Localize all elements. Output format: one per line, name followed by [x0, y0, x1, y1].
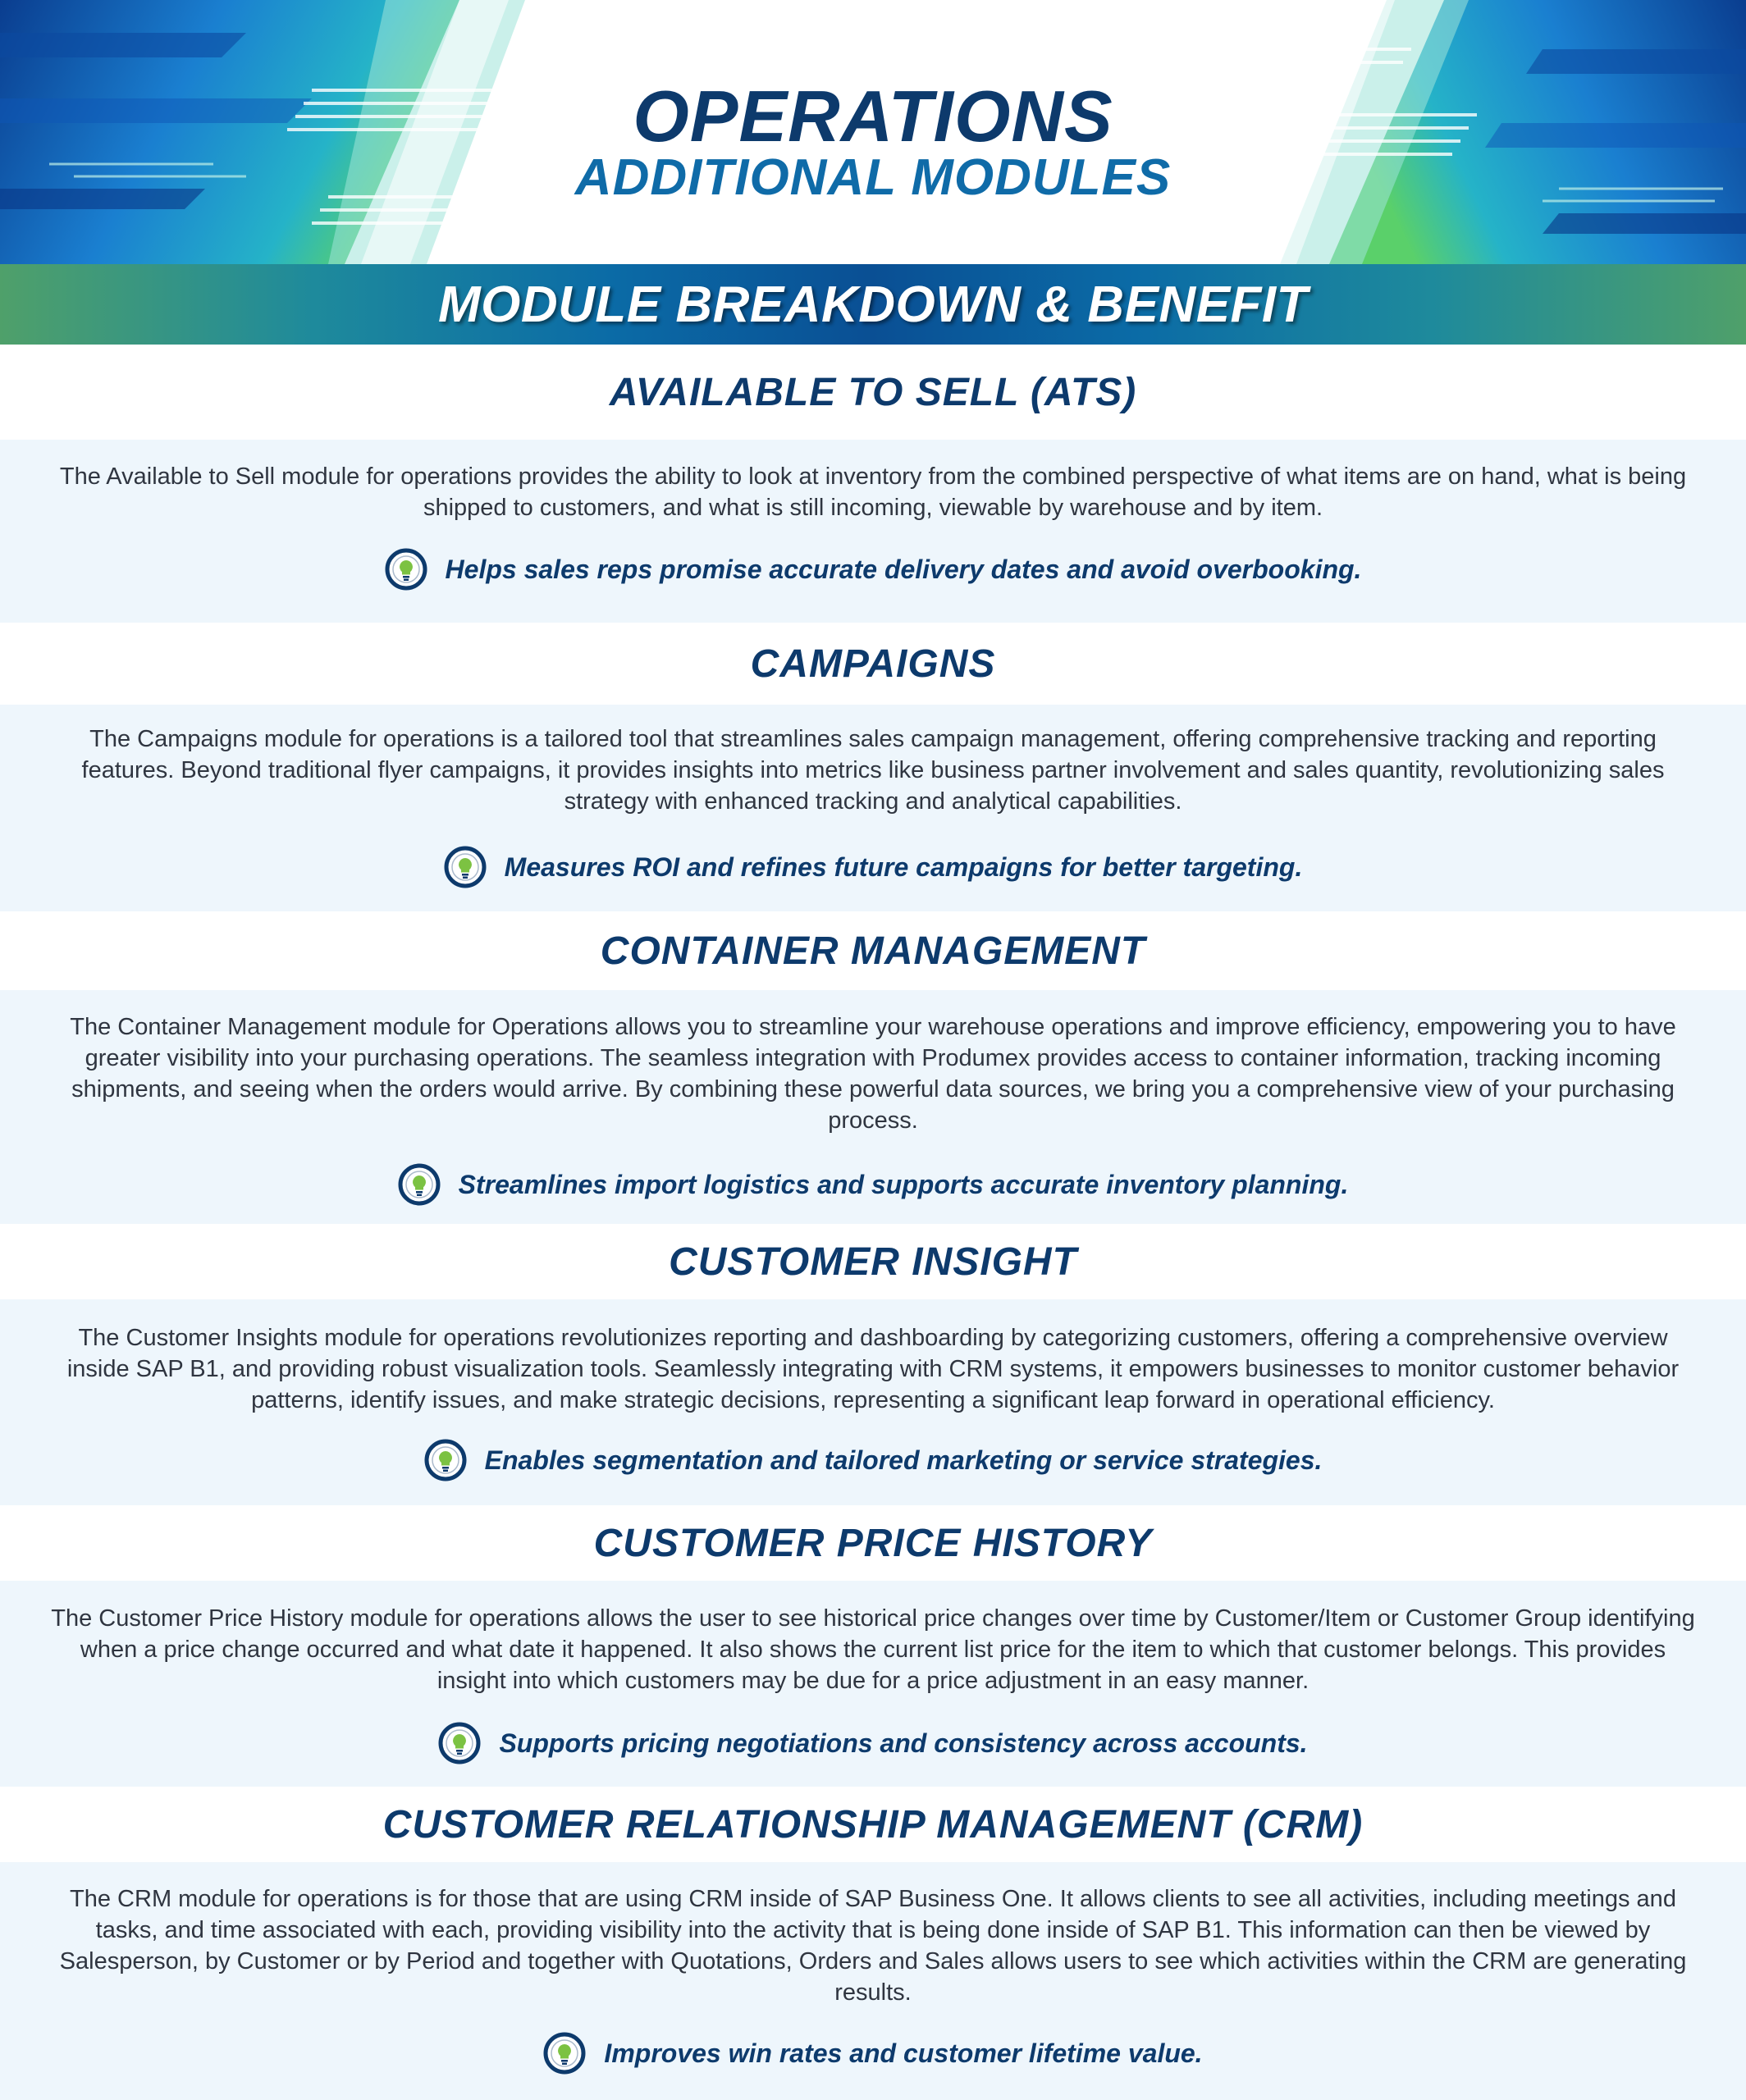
module-title: AVAILABLE TO SELL (ATS): [609, 370, 1137, 414]
module-header: [0, 911, 1746, 990]
section-banner: [0, 264, 1746, 345]
module-header: [0, 1505, 1746, 1581]
module-body: [0, 440, 1746, 623]
benefit-text: Enables segmentation and tailored marketing or service strategies.: [484, 1445, 1323, 1475]
module-body: [0, 705, 1746, 911]
module-title: CAMPAIGNS: [750, 641, 996, 686]
benefit-text: Helps sales reps promise accurate delivery dates and avoid overbooking.: [445, 554, 1362, 584]
module-header: [0, 345, 1746, 440]
module-benefit: [0, 1720, 1746, 1766]
module-section-ats: [0, 345, 1746, 623]
module-description: The Customer Insights module for operations revolutionizes reporting and dashboarding by categorizing customers, offering a comprehensive overview inside SAP B1, and providing robust visualization tools. Seamlessly integrating with CRM systems, it empowers businesses to monitor customer behavior patterns, identify issues, and make strategic decisions, representing a significant leap forward in operational efficiency.: [66, 1325, 1680, 1413]
benefit-text: Measures ROI and refines future campaigns for better targeting.: [504, 851, 1303, 882]
module-body: [0, 1581, 1746, 1787]
module-section-container-management: [0, 911, 1746, 1224]
module-benefit: [0, 2030, 1746, 2076]
module-section-crm: [0, 1787, 1746, 2100]
benefit-text: Supports pricing negotiations and consistency across accounts.: [499, 1728, 1308, 1758]
lightbulb-icon: [385, 548, 427, 591]
module-description: The Customer Price History module for operations allows the user to see historical price changes over time by Customer/Item or Customer Group identifying when a price change occurred and what date it happened. It also shows the current list price for the item to which that customer belongs. This provides insight into which customers may be due for a price adjustment in an easy manner.: [51, 1605, 1695, 1694]
banner-label: MODULE BREAKDOWN & BENEFIT: [437, 276, 1309, 333]
module-description: The Campaigns module for operations is a tailored tool that streamlines sales campaign management, offering comprehensive tracking and reporting features. Beyond traditional flyer campaigns, it provides insights into metrics like business partner involvement and sales quantity, revolutionizing sales strategy with enhanced tracking and analytical capabilities.: [81, 726, 1665, 815]
module-section-customer-insight: [0, 1224, 1746, 1505]
benefit-text: Streamlines import logistics and supports accurate inventory planning.: [458, 1169, 1349, 1199]
module-section-campaigns: [0, 623, 1746, 911]
module-title: CUSTOMER INSIGHT: [669, 1239, 1077, 1284]
module-benefit: [0, 1162, 1746, 1208]
module-description: The CRM module for operations is for those that are using CRM inside of SAP Business One. It allows clients to see all activities, including meetings and tasks, and time associated with each, providing visibility into the activity that is being done inside of SAP B1. This information can then be viewed by Salesperson, by Customer or by Period and together with Quotations, Orders and Sales allows users to see which activities within the CRM are generating results.: [59, 1886, 1687, 2006]
lightbulb-icon: [398, 1163, 441, 1206]
header: [0, 0, 1746, 264]
module-benefit: [0, 546, 1746, 592]
page-title: OPERATIONS: [633, 75, 1113, 157]
module-body: [0, 1862, 1746, 2100]
lightbulb-icon: [424, 1439, 467, 1481]
module-header: [0, 1787, 1746, 1862]
module-body: [0, 1299, 1746, 1505]
module-benefit: [0, 1437, 1746, 1483]
module-benefit: [0, 844, 1746, 890]
module-header: [0, 623, 1746, 705]
page-subtitle: ADDITIONAL MODULES: [574, 149, 1172, 206]
module-description: The Available to Sell module for operations provides the ability to look at inventory from the combined perspective of what items are on hand, what is being shipped to customers, and what is still incoming, viewable by warehouse and by item.: [59, 463, 1687, 521]
module-title: CUSTOMER RELATIONSHIP MANAGEMENT (CRM): [382, 1802, 1364, 1847]
lightbulb-icon: [444, 846, 487, 888]
lightbulb-icon: [543, 2032, 586, 2075]
benefit-text: Improves win rates and customer lifetime value.: [604, 2038, 1203, 2068]
module-body: [0, 990, 1746, 1224]
module-title: CUSTOMER PRICE HISTORY: [593, 1521, 1153, 1565]
module-description: The Container Management module for Operations allows you to streamline your warehouse operations and improve efficiency, empowering you to have greater visibility into your purchasing operations. The seamless integration with Produmex provides access to container information, tracking incoming shipments, and seeing when the orders would arrive. By combining these powerful data sources, we bring you a comprehensive view of your purchasing process.: [70, 1014, 1676, 1134]
module-header: [0, 1224, 1746, 1299]
module-title: CONTAINER MANAGEMENT: [600, 929, 1146, 973]
module-section-customer-price-history: [0, 1505, 1746, 1787]
lightbulb-icon: [438, 1722, 481, 1764]
